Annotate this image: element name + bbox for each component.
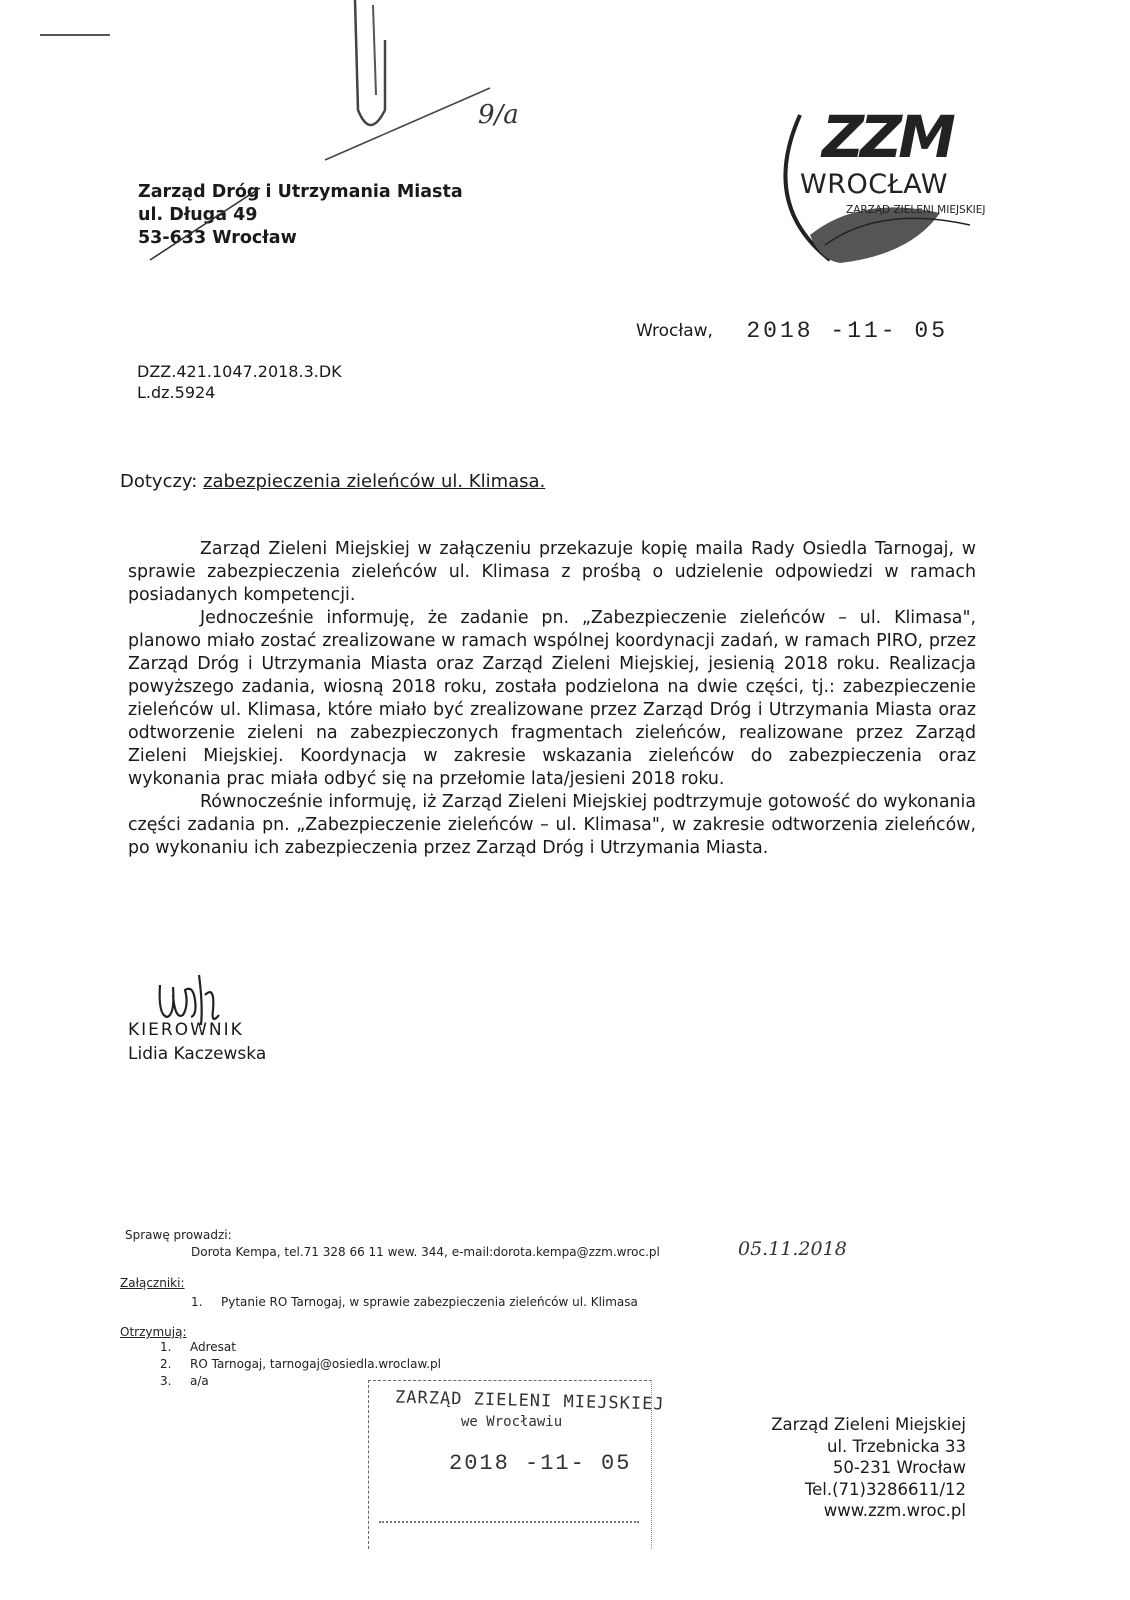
stamp-date: 2018 -11- 05	[449, 1451, 632, 1476]
signature-title: KIEROWNIK	[128, 1020, 244, 1040]
body-paragraph-3: Równocześnie informuję, iż Zarząd Zieleni Miejskiej podtrzymuje gotowość do wykonania części zadania pn. „Zabezpieczenie zieleńców – ul. Klimasa", w zakresie odtworzenia zieleńców, po wykonaniu ich zabezpieczenia przez Zarząd Dróg i Utrzymania Miasta.	[128, 792, 976, 858]
letter-body	[128, 538, 976, 860]
recipient-text: RO Tarnogaj, tarnogaj@osiedla.wroclaw.pl	[190, 1357, 441, 1371]
body-paragraph-1: Zarząd Zieleni Miejskiej w załączeniu przekazuje kopię maila Rady Osiedla Tarnogaj, w sprawie zabezpieczenia zieleńców ul. Klimasa z prośbą o udzielenie odpowiedzi w ramach posiadanych kompetencji.	[128, 539, 976, 605]
scan-artifact	[40, 34, 110, 36]
handled-by-contact: Dorota Kempa, tel.71 328 66 11 wew. 344, e-mail:dorota.kempa@zzm.wroc.pl	[191, 1245, 660, 1259]
attachment-num: 1.	[191, 1295, 203, 1309]
received-stamp	[368, 1380, 665, 1549]
ldz-number: L.dz.5924	[137, 383, 216, 402]
recipients-label: Otrzymują:	[120, 1325, 187, 1339]
body-paragraph-2: Jednocześnie informuję, że zadanie pn. „Zabezpieczenie zieleńców – ul. Klimasa", planowo miało zostać zrealizowane w ramach wspólnej koordynacji zadań, w ramach PIRO, przez Zarząd Dróg i Utrzymania Miasta oraz Zarząd Zieleni Miejskiej, jesienią 2018 roku. Realizacja powyższego zadania, wiosną 2018 roku, została podzielona na dwie części, tj.: zabezpieczenie zieleńców ul. Klimasa, które miało być zrealizowane przez Zarząd Dróg i Utrzymania Miasta oraz odtworzenie zieleni na zabezpieczonych fragmentach zieleńców, realizowane przez Zarząd Zieleni Miejskiej. Koordynacja w zakresie wskazania zieleńców do zabezpieczenia oraz wykonania prac miała odbyć się na przełomie lata/jesieni 2018 roku.	[128, 608, 976, 789]
sender-www: www.zzm.wroc.pl	[823, 1501, 966, 1520]
attachments-label: Załączniki:	[120, 1276, 185, 1290]
paperclip-mark	[140, 0, 560, 170]
subject-label: Dotyczy:	[120, 471, 198, 492]
sender-phone: Tel.(71)3286611/12	[804, 1479, 966, 1499]
subject-text: zabezpieczenia zieleńców ul. Klimasa.	[203, 471, 546, 492]
recipient-item	[160, 1340, 236, 1354]
sender-street: ul. Trzebnicka 33	[827, 1436, 966, 1456]
sender-name: Zarząd Zieleni Miejskiej	[771, 1415, 966, 1434]
recipient-item	[160, 1357, 441, 1371]
handwritten-date: 05.11.2018	[738, 1238, 847, 1260]
recipient-item	[160, 1374, 209, 1388]
attachment-item	[191, 1295, 638, 1309]
logo-subtitle: ZARZĄD ZIELENI MIEJSKIEJ	[846, 204, 986, 216]
zzm-logo	[770, 95, 1000, 275]
recipient-num: 2.	[160, 1357, 172, 1371]
case-number: DZZ.421.1047.2018.3.DK	[137, 362, 342, 381]
stamp-subtitle: we Wrocławiu	[461, 1414, 563, 1430]
attachment-text: Pytanie RO Tarnogaj, w sprawie zabezpieczenia zieleńców ul. Klimasa	[221, 1295, 638, 1309]
handwritten-note: 9/a	[478, 100, 519, 130]
logo-mark: ZZM	[822, 103, 952, 171]
strike-line	[140, 176, 330, 266]
sender-postal: 50-231 Wrocław	[832, 1458, 966, 1477]
stamp-title: ZARZĄD ZIELENI MIEJSKIEJ	[394, 1387, 665, 1415]
date-line	[636, 318, 948, 344]
stamp-signature-line	[379, 1521, 639, 1523]
recipient-text: Adresat	[190, 1340, 236, 1354]
recipient-num: 1.	[160, 1340, 172, 1354]
recipient-line-2: ul. Długa 49	[138, 205, 258, 225]
recipient-line-3: 53-633 Wrocław	[138, 228, 297, 248]
recipient-line-1: Zarząd Dróg i Utrzymania Miasta	[138, 182, 463, 202]
date-city: Wrocław,	[636, 321, 713, 341]
references	[137, 361, 342, 403]
signature-name: Lidia Kaczewska	[128, 1044, 267, 1064]
recipient-num: 3.	[160, 1374, 172, 1388]
subject-line	[120, 471, 545, 492]
recipient-text: a/a	[190, 1374, 209, 1388]
logo-city: WROCŁAW	[800, 169, 948, 200]
sender-address	[680, 1414, 966, 1522]
stamped-date: 2018 -11- 05	[746, 318, 949, 344]
handled-by-label: Sprawę prowadzi:	[125, 1228, 232, 1242]
